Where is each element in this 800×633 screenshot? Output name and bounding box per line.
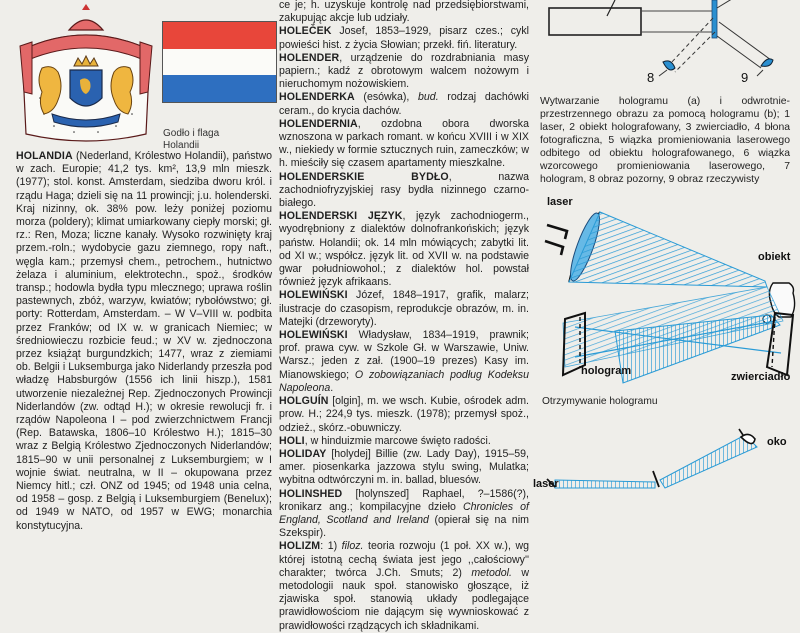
entry-domain-abbrev: metodol. bbox=[471, 566, 512, 579]
figure-label-hologram: hologram bbox=[581, 365, 632, 377]
entry-body: : 1) bbox=[320, 540, 342, 553]
entry-headword: HOLEWIŃSKI bbox=[279, 289, 348, 302]
flag-stripe-blue bbox=[163, 75, 276, 102]
flag-stripe-red bbox=[163, 22, 276, 49]
dictionary-entry bbox=[279, 435, 529, 448]
figure-label-8: 8 bbox=[647, 70, 655, 85]
dictionary-entry bbox=[279, 329, 529, 395]
entry-body: , ozdobna obora dworska wznoszona w parkach romant. w końcu XVIII i w XIX w., niekiedy w formie sztucznych ruin, zameczków; w h. mieściły się czasem apartamenty mieszkalne. bbox=[279, 117, 529, 170]
entry-body: Józef, 1848–1917, grafik, malarz; ilustracje do czasopism, reprodukcje obrazów, m. in. Matejki (drzeworyty). bbox=[279, 289, 529, 328]
dictionary-entry bbox=[279, 289, 529, 329]
caption-line-1: Godło i flaga bbox=[163, 128, 220, 139]
figure-label-laser-bottom: laser bbox=[533, 478, 559, 490]
hologram-viewing-diagram bbox=[535, 425, 800, 488]
entry-body: (esówka), bbox=[354, 91, 419, 104]
figure-label-eye: oko bbox=[767, 436, 787, 448]
dictionary-entry bbox=[279, 118, 529, 171]
entry-body: (opierał się na nim Szekspir). bbox=[279, 513, 530, 540]
dictionary-entry bbox=[279, 171, 529, 211]
entry-body: (Nederland, Królestwo Holandii), państwo w zach. Europie; 41,2 tys. km², 13,9 mln mieszk. (1977); stol. konst. Amsterdam, siedziba dworu król. i rządu Haga; dzieli się na 11 prowincji; j.u. holenderski. Kraj nizinny, ok. 38% pow. leży poniżej poziomu morza (poldery); klimat umiarkowany ciepły morski; gł. rz.: Ren, Moza; liczne kanały. Wysoko rozwinięty kraj przem.-roln.; wydobycie gazu ziemnego, ropy naft., węgla kam.; przemysł chem., petrochem., hutnictwo żelaza i aluminium, elektrotechn., spoż., środków transp.; hodowla bydła typu mlecznego; uprawa roślin pastewnych, zbóż, warzyw, kwiatów; rybołówstwo; gł. porty: Rotterdam, Amsterdam. – W V–VIII w. podbita przez Franków; od IX w. w granicach Niemiec; w średniowieczu rozbicie feud.; w XV w. zjednoczona przez książąt burgundzkich; 1477, wraz z ziemiami ob. Belgii i Luksemburga jako Niderlandy przeszła pod władzę Habsburgów (1556 ich linii hiszp.), 1581 utworzenie niezależnej Rep. Zjednoczonych Prowincji Niderlandów (zw. odtąd H.); w okresie rewolucji fr. i rządów Napoleona I – pod zwierzchnictwem Francji (Rep. Batawska, 1806–10 Królestwo H.); 1815–30 wraz z Belgią Królestwo Zjednoczonych Niderlandów; 1815–90 w unii personalnej z Luksemburgiem; w I wojnie świat. neutralna, w II – okupowana przez Niemcy hitl.; czł. ONZ od 1945; od 1948 unia celna, od 1958 – gosp. z Belgią i Luksemburgiem (Benelux); od 1949 w NATO, od 1957 w EWG; monarchia konstytucyjna. bbox=[16, 150, 272, 532]
figure-label-mirror: zwierciadło bbox=[731, 371, 791, 383]
entry-headword: HOLENDERKA bbox=[279, 91, 355, 104]
entry-body: w metodologii nauk społ. stanowisko głoszące, iż zjawiska społ. stanowią układy podlegające prawidłowościom nie dającym się wywnioskować z prawidłowości rządzących ich składnikami. bbox=[279, 566, 529, 632]
hologram-figure-caption: Wytwarzanie hologramu (a) i odwrotnie-przestrzennego obrazu za pomocą hologramu (b); 1 laser, 2 obiekt holografowany, 3 zwierciadło, 4 błona fotograficzna, 5 wiązka promieniowania laserowego odbitego od obiektu holografowanego, 6 wiązka wzorcowego promieniowania laserowego, 7 hologram, 8 obraz pozorny, 9 obraz rzeczywisty bbox=[540, 96, 790, 185]
entry-body: [olgin], m. we wsch. Kubie, ośrodek adm. prow. H.; 224,9 tys. mieszk. (1978); przemysł spoż., odzież., skórz.-obuwniczy. bbox=[279, 395, 529, 434]
entry-body: , nazwa zachodniofryzyjskiej rasy bydła nizinnego czarno-białego. bbox=[279, 170, 529, 210]
entry-headword: HOLANDIA bbox=[16, 150, 73, 162]
entry-headword: HOLEČEK bbox=[279, 25, 332, 38]
entry-body: teoria rozwoju (1 poł. XX w.), wg której istotną cechą świata jest jego ,,całościowy'' charakter; twórca J.Ch. Smuts; 2) bbox=[279, 540, 529, 579]
illustration-caption bbox=[163, 128, 219, 152]
left-text-column bbox=[16, 150, 272, 533]
entry-work-title: O zobowiązaniach podług Kodeksu Napoleona bbox=[279, 368, 529, 394]
dictionary-entry bbox=[16, 150, 272, 533]
figure-label-9: 9 bbox=[741, 70, 749, 85]
figure-label-object: obiekt bbox=[758, 251, 791, 263]
continued-entry-text: ce je; h. uzyskuje kontrolę nad przedsiębiorstwami, zakupując akcje lub udziały. bbox=[279, 0, 529, 25]
entry-headword: HOLGUÍN bbox=[279, 395, 329, 408]
entry-work-title: Chronicles of England, Scotland and Ireland bbox=[279, 500, 529, 526]
coat-of-arms-illustration bbox=[14, 2, 159, 147]
dictionary-entry bbox=[279, 540, 529, 632]
figure-caption-recording: Otrzymywanie hologramu bbox=[542, 396, 658, 407]
entry-headword: HOLIDAY bbox=[279, 447, 327, 460]
entry-headword: HOLEWIŃSKI bbox=[279, 329, 348, 342]
middle-text-column bbox=[279, 0, 529, 633]
figure-label-laser: laser bbox=[547, 196, 573, 208]
flag-of-netherlands bbox=[162, 21, 277, 103]
dictionary-entry bbox=[279, 210, 529, 289]
entry-headword: HOLENDERNIA bbox=[279, 117, 358, 130]
entry-body: . bbox=[330, 381, 334, 394]
entry-domain-abbrev: bud. bbox=[418, 91, 439, 104]
entry-domain-abbrev: filoz. bbox=[341, 540, 364, 553]
flag-stripe-white bbox=[163, 49, 276, 76]
dictionary-entry bbox=[279, 91, 529, 117]
entry-body: [holydej] Billie (zw. Lady Day), 1915–59, amer. piosenkarka jazzowa stylu swing, Mulatka; wybitna odtwórczyni m. in. ballad, bluesów. bbox=[279, 447, 529, 487]
entry-headword: HOLINSHED bbox=[279, 487, 343, 500]
dictionary-entry bbox=[279, 25, 529, 51]
entry-headword: HOLIZM bbox=[279, 540, 321, 553]
entry-body: Josef, 1853–1929, pisarz czes.; cykl powieści hist. z życia Słowian; przekł. fiń. literatury. bbox=[279, 25, 529, 51]
caption-line-2: Holandii bbox=[163, 140, 200, 151]
hologram-recording-diagram bbox=[535, 195, 800, 375]
dictionary-entry bbox=[279, 52, 529, 92]
entry-headword: HOLENDERSKI JĘZYK bbox=[279, 210, 403, 223]
entry-body: rodzaj dachówki ceram., do krycia dachów. bbox=[279, 91, 529, 117]
entry-body: , urządzenie do rozdrabniania masy papiern.; kadź z obrotowym walcem nożowym i nieruchomym nożowiskiem. bbox=[279, 51, 529, 91]
entry-headword: HOLENDER bbox=[279, 51, 340, 64]
entry-body: , język zachodniogerm., wyodrębniony z dialektów dolnofrankońskich; język państw. Holandii; ok. 14 mln mówiących; zabytki lit. od XI w.; współcz. język lit. od XVII w. na podstawie gwar południowohol.; z dialektów hol. powstał również język afrikaans. bbox=[279, 210, 529, 289]
dictionary-entry bbox=[279, 448, 529, 488]
hologram-production-diagram-top bbox=[535, 0, 800, 92]
dictionary-entry bbox=[279, 395, 529, 435]
entry-headword: HOLI bbox=[279, 434, 305, 447]
entry-headword: HOLENDERSKIE BYDŁO bbox=[279, 170, 449, 183]
dictionary-entry bbox=[279, 488, 529, 541]
entry-body: [holynszed] Raphael, ?–1586(?), kronikarz ang.; kompilacyjne dzieło bbox=[279, 487, 529, 513]
entry-body: , w hinduizmie marcowe święto radości. bbox=[304, 434, 491, 447]
entry-body: Władysław, 1834–1919, prawnik; prof. prawa cyw. w Szkole Gł. w Warszawie, Uniw. Warsz.; jeden z zał. (1900–19 prezes) Kasy im. Mianowskiego; bbox=[279, 329, 529, 381]
